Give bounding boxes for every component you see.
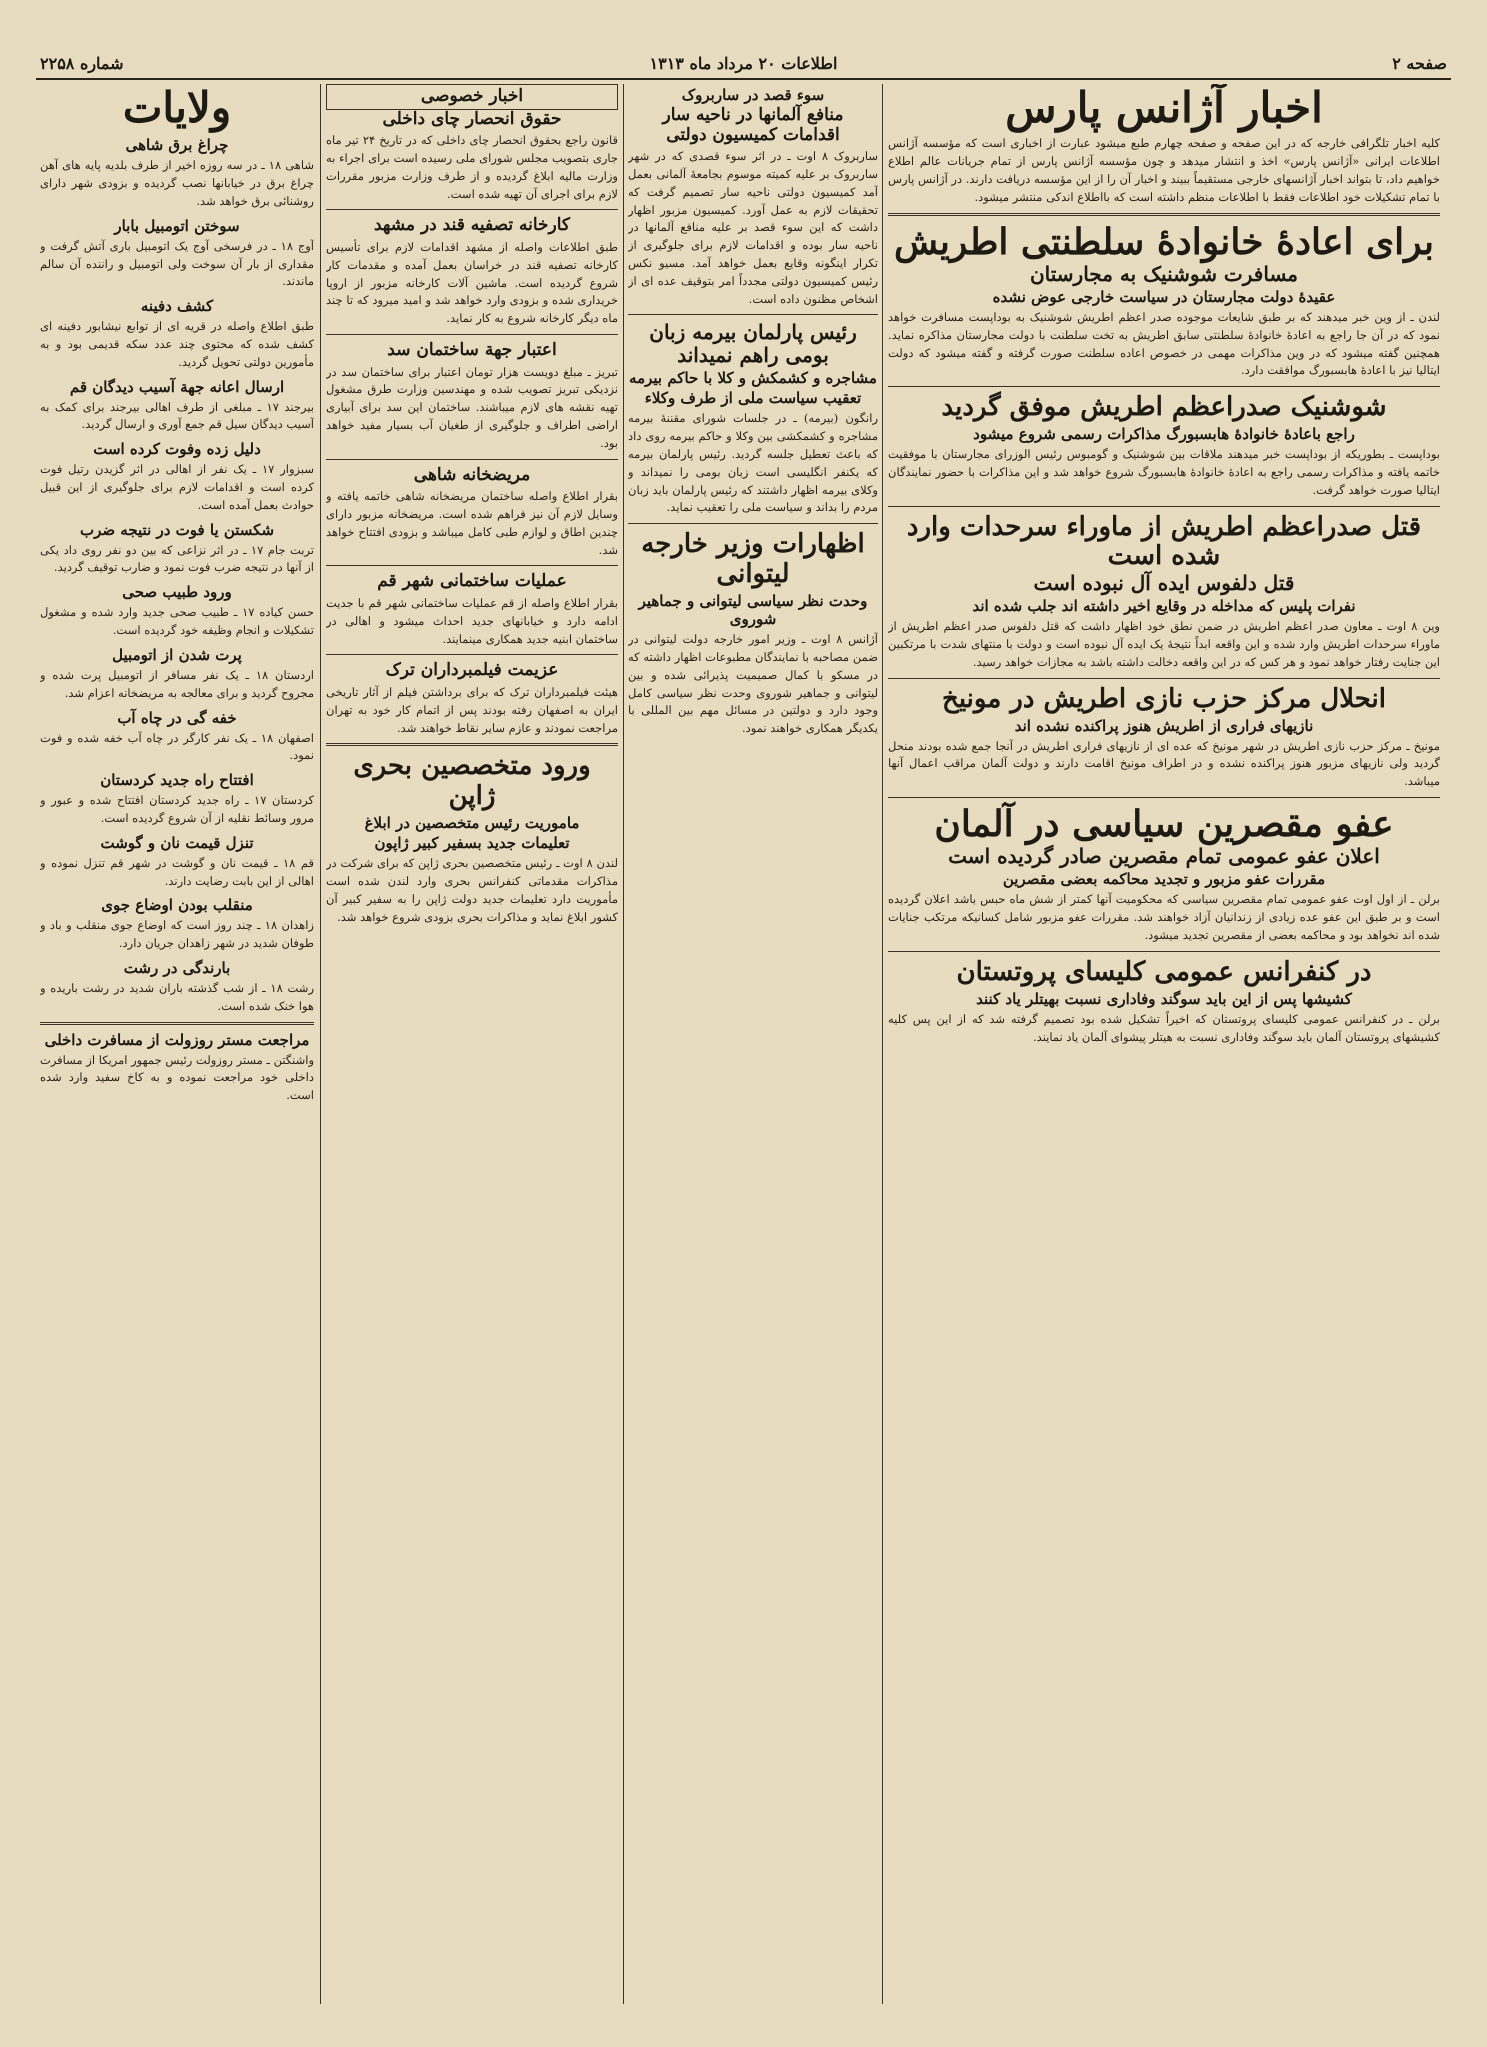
province-headline: پرت شدن از اتومبیل xyxy=(112,645,242,664)
article-kicker: سوء قصد در ساربروک xyxy=(681,86,825,104)
province-body: طبق اطلاع واصله در قریه ای از توابع نیشابور دفینه ای کشف شده که محتوی چند عدد سکه قدیمی بود و به مأمورین دولتی تحویل گردید. xyxy=(40,319,314,369)
province-body: بیرجند ۱۷ ـ مبلغی از طرف اهالی بیرجند برای کمک به آسیب دیدگان سیل قم جمع آوری و ارسال گردید. xyxy=(40,399,314,432)
article-body: مونیخ ـ مرکز حزب نازی اطریش در شهر مونیخ که عده ای از نازیهای فراری اطریش در آنجا جمع شده بودند منحل گردید ولی نازیهای مزبور هنوز پراکنده نشده و در اطراف مونیخ اقامت دارند و دولت آلمان مراقب اعمال آنها میباشد. xyxy=(888,738,1440,789)
article-subheadline: مقررات عفو مزبور و تجدید محاکمه بعضی مقصرین xyxy=(1002,870,1326,889)
article-body: طبق اطلاعات واصله از مشهد اقدامات لازم برای تأسیس کارخانه تصفیه قند در خراسان بعمل آمده و مقدمات کار شروع گردیده است. ماشین آلات کارخانه مزبور از اروپا خریداری شده و بزودی وارد خواهد شد و امید میرود که تا چند ماه دیگر کارخانه شروع به کار نماید. xyxy=(326,239,618,326)
province-body: کردستان ۱۷ ـ راه جدید کردستان افتتاح شده و عبور و مرور وسائط نقلیه از آن شروع گردیده است. xyxy=(40,793,314,825)
province-headline: دلیل زده وفوت کرده است xyxy=(93,440,261,459)
province-headline: تنزل قیمت نان و گوشت xyxy=(100,833,254,852)
article-subheadline: ماموریت رئیس متخصصین در ابلاغ xyxy=(364,814,580,833)
province-body: اردستان ۱۸ ـ یک نفر مسافر از اتومبیل پرت شده و مجروح گردید و برای معالجه به مریضخانه اعزام شد. xyxy=(40,667,314,700)
issue-date: اطلاعات ۲۰ مرداد ماه ۱۳۱۳ xyxy=(649,54,838,73)
divider xyxy=(888,678,1440,679)
divider xyxy=(628,314,878,315)
province-headline: کشف دفینه xyxy=(140,297,214,316)
column-divider xyxy=(882,84,883,2004)
article-subheadline: وحدت نظر سیاسی لیتوانی و جماهیر شوروی xyxy=(638,592,868,629)
article-body: هیئت فیلمبرداران ترک که برای برداشتن فیلم از آثار تاریخی ایران به اصفهان رفته بودند پس از اتمام کار خود به تهران مراجعت نمودند و عازم سایر نقاط خواهند شد. xyxy=(326,684,618,735)
section-title: اخبار آژانس پارس xyxy=(1005,84,1323,132)
column-divider xyxy=(623,84,624,2004)
article-headline: اظهارات وزیر خارجه لیتوانی xyxy=(641,529,865,590)
province-body: آوج ۱۸ ـ در فرسخی آوج یک اتومبیل باری آتش گرفت و مقداری از بار آن سوخت ولی اتومبیل و راننده آن سالم ماندند. xyxy=(40,238,314,289)
province-headline: شکستن یا فوت در نتیجه ضرب xyxy=(79,520,275,539)
province-body: تربت جام ۱۷ ـ در اثر نزاعی که بین دو نفر روی داد یکی از آنها در نتیجه ضرب فوت نمود و ضارب توقیف گردید. xyxy=(40,542,314,575)
article-body: برلن ـ از اول اوت عفو عمومی تمام مقصرین سیاسی که محکومیت آنها کمتر از شش ماه حبس باشد اعلان گردیده است و بر طبق این عفو عده زیادی از زندانیان آزاد خواهند شد. مقررات عفو مزبور شامل کسانیکه مرتکب جنایات شده اند نخواهد بود و محاکمه بعضی از مقصرین تجدید میشود. xyxy=(888,892,1440,943)
article-body: بقرار اطلاع واصله از قم عملیات ساختمانی شهر قم با جدیت ادامه دارد و خیابانهای جدید احداث میشود و اهالی در ساختمان ابنیه جدید همکاری مینمایند. xyxy=(326,595,618,646)
divider xyxy=(326,743,618,746)
province-headline: خفه گی در چاه آب xyxy=(117,708,237,727)
masthead xyxy=(36,52,1451,80)
article-headline: مریضخانه شاهی xyxy=(413,464,531,485)
article-body: وین ۸ اوت ـ معاون صدر اعظم اطریش در ضمن نطق خود اظهار داشت که قتل دلفوس صدر اعظم اطریش از ماوراء سرحدات اطریش وارد شده و این واقعه ابداً نتیجهٔ یک ایده آل نبوده است و دولت با منتهای شدت با مرتکبین این جنایت رفتار خواهد نمود و هر کس که در این واقعه دخالت داشته باشد به مجازات خواهد رسید. xyxy=(888,619,1440,669)
article-body: بقرار اطلاع واصله ساختمان مریضخانه شاهی خاتمه یافته و وسایل لازم آن نیز فراهم شده است. مریضخانه مزبور دارای چندین اطاق و لوازم طبی کامل میباشد و بزودی افتتاح خواهد شد. xyxy=(326,489,618,557)
divider xyxy=(40,1022,314,1025)
article-headline: شوشنیک صدراعظم اطریش موفق گردید xyxy=(941,392,1387,423)
article-headline: عملیات ساختمانی شهر قم xyxy=(377,571,567,592)
divider xyxy=(326,565,618,566)
article-headline: عفو مقصرین سیاسی در آلمان xyxy=(934,803,1394,846)
article-body: لندن ـ از وین خبر میدهند که بر طبق شایعات موجوده صدر اعظم اطریش شوشنیک به بوداپست مسافرت خواهد نمود که در آن جا راجع به اعادهٔ خانوادهٔ سلطنتی سابق اطریش به تخت سلطنت با دولت مجارستان مذاکره نماید. همچنین گفته میشود که در وین مذاکرات مهمی در خصوص اعاده سلطنت صورت گرفته و گفته میشود که دولت ایتالیا نیز با اعادهٔ هابسبورگ موافقت دارد. xyxy=(888,309,1440,378)
divider xyxy=(326,459,618,460)
article-headline: برای اعادهٔ خانوادهٔ سلطنتی اطریش xyxy=(893,220,1435,263)
article-subheadline: اعلان عفو عمومی تمام مقصرین صادر گردیده است xyxy=(948,844,1380,869)
province-headline: بارندگی در رشت xyxy=(123,959,231,978)
article-headline: در کنفرانس عمومی کلیسای پروتستان xyxy=(956,956,1372,987)
divider xyxy=(888,951,1440,952)
province-headline: افتتاح راه جدید کردستان xyxy=(100,771,254,790)
province-headline: سوختن اتومبیل بابار xyxy=(114,216,240,235)
article-subheadline: کشیشها پس از این باید سوگند وفاداری نسبت بهیتلر یاد کنند xyxy=(976,989,1352,1008)
column-foreign-news xyxy=(628,84,878,2014)
province-body: رشت ۱۸ ـ از شب گذشته باران شدید در رشت باریده و هوا خنک شده است. xyxy=(40,981,314,1013)
page-number: صفحه ۲ xyxy=(1392,54,1447,73)
article-headline: عزیمت فیلمبرداران ترک xyxy=(385,660,559,681)
article-subheadline: مشاجره و کشمکش و کلا با حاکم بیرمه xyxy=(629,369,877,388)
province-body: قم ۱۸ ـ قیمت نان و گوشت در شهر قم تنزل نموده و اهالی از این بابت رضایت دارند. xyxy=(40,855,314,888)
article-headline: حقوق انحصار چای داخلی xyxy=(382,108,562,129)
divider xyxy=(628,523,878,524)
divider xyxy=(326,334,618,335)
intro-text: کلیه اخبار تلگرافی خارجه که در این صفحه و صفحه چهارم طبع میشود عبارت از اخباری است که مؤسسه آژانس اطلاعات ایرانی «آژانس پارس» اخذ و انتشار میدهد و چون مؤسسه آژانس پارس از تمام جریانات عالم اطلاع خواهیم داد، تا بتواند اخبار آژانسهای خارجی مستقیماً ببیند و اخبار آن را از این مؤسسه دریافت دارند. در آژانس پارس با تمام تشکیلات خود اطلاعات فقط با اطلاعات منظم داشته است که بااطلاع اندکی منتشر میشود. xyxy=(888,136,1440,204)
divider xyxy=(888,213,1440,216)
article-body: ساربروک ۸ اوت ـ در اثر سوء قصدی که در شهر ساربروک بر علیه کمیته موسوم بجامعهٔ آلمانی بعمل آمد کمیسیون دولتی ناحیه سار تصمیم گرفت که تحقیقات لازم به عمل آورد. کمیسیون مزبور اظهار داشت که این سوء قصد بر علیه منافع آلمانها در ناحیه سار بوده و اقدامات لازم برای جلوگیری از تکرار اینگونه وقایع بعمل خواهد آمد. مسیو نکس رئیس کمیسیون دولتی مجدداً امر بتوقیف عده ای از اشخاص مظنون داده است. xyxy=(628,149,878,306)
article-subheadline: نفرات پلیس که مداخله در وقایع اخیر داشته اند جلب شده اند xyxy=(972,597,1356,616)
province-headline: ورود طبیب صحی xyxy=(122,583,232,602)
article-body: بوداپست ـ بطوریکه از بوداپست خبر میدهند ملاقات بین شوشنیک و گومبوس رئیس الوزرای مجارستان با موفقیت خاتمه یافته و مذاکرات رسمی راجع به اعادهٔ خانوادهٔ هابسبورگ شروع خواهد شد و این مذاکرات با حضور نمایندگان ایتالیا صورت خواهد گرفت. xyxy=(888,447,1440,497)
divider xyxy=(888,797,1440,798)
article-body: برلن ـ در کنفرانس عمومی کلیسای پروتستان که اخیراً تشکیل شده بود تصمیم گرفته شد که از این پس کلیه کشیشهای پروتستان آلمان باید سوگند وفاداری نسبت به هیتلر پیشوای آلمان یاد نمایند. xyxy=(888,1011,1440,1044)
article-subheadline: تعلیمات جدید بسفیر کبیر ژاپون xyxy=(374,834,570,853)
article-headline: قتل صدراعظم اطریش از ماوراء سرحدات وارد شده است xyxy=(906,511,1422,572)
article-subheadline: قتل دلفوس ایده آل نبوده است xyxy=(1033,571,1295,596)
article-headline: کارخانه تصفیه قند در مشهد xyxy=(374,215,570,236)
column-domestic-news xyxy=(326,84,618,2014)
article-headline: منافع آلمانها در ناحیه سار xyxy=(662,105,844,125)
issue-number: شماره ۲۲۵۸ xyxy=(40,54,124,73)
province-body: سبزوار ۱۷ ـ یک نفر از اهالی در اثر گزیدن رتیل فوت کرده است و اقدامات لازم برای جلوگیری از این قبیل حوادث بعمل آمده است. xyxy=(40,462,314,512)
province-body: حسن کیاده ۱۷ ـ طبیب صحی جدید وارد شده و مشغول تشکیلات و انجام وظیفه خود گردیده است. xyxy=(40,605,314,638)
province-headline: ارسال اعانه جهة آسیب دیدگان قم xyxy=(69,377,285,396)
province-body: شاهی ۱۸ ـ در سه روزه اخیر از طرف بلدیه پایه های آهن چراغ برق در خیابانها نصب گردیده و بزودی شهر دارای روشنائی برق خواهد شد. xyxy=(40,158,314,208)
article-body: قانون راجع بحقوق انحصار چای داخلی که در تاریخ ۲۴ تیر ماه جاری بتصویب مجلس شورای ملی رسیده است برای اجراء به وزارت مالیه ابلاغ گردیده و از طرف وزارت مزبور مقررات لازم برای اجرای آن تهیه شده است. xyxy=(326,133,618,201)
article-subheadline: راجع باعادهٔ خانوادهٔ هابسبورگ مذاکرات رسمی شروع میشود xyxy=(973,425,1355,444)
article-body: رانگون (بیرمه) ـ در جلسات شورای مقننهٔ بیرمه مشاجره و کشمکشی بین وکلا و حاکم بیرمه روی داد که باعث تعطیل جلسه گردید. رئیس پارلمان بیرمه که یکنفر انگلیسی است زبان بومی را نمیداند و وکلای بیرمه اظهار داشتند که رئیس پارلمان باید زبان مردم را بداند و سیاست ملی را تعقیب نماید. xyxy=(628,411,878,515)
column-provinces xyxy=(40,84,314,2014)
column-divider xyxy=(320,84,321,2004)
article-subheadline: تعقیب سیاست ملی از طرف وکلاء xyxy=(644,389,862,408)
province-headline: چراغ برق شاهی xyxy=(125,136,229,155)
province-headline: منقلب بودن اوضاع جوی xyxy=(101,896,253,915)
article-headline: ورود متخصصین بحری ژاپن xyxy=(353,751,591,812)
province-headline: مراجعت مستر روزولت از مسافرت داخلی xyxy=(44,1030,310,1049)
divider xyxy=(888,386,1440,387)
article-headline: بومی راهم نمیداند xyxy=(677,343,829,368)
article-body: لندن ۸ اوت ـ رئیس متخصصین بحری ژاپن که برای شرکت در مذاکرات مقدماتی کنفرانس بحری وارد لندن شده است مأموریت دارد تعلیمات جدید دولت ژاپن را به سفیر کبیر آن کشور ابلاغ نماید و مذاکرات بحری بزودی شروع خواهد شد. xyxy=(326,856,618,924)
province-body: زاهدان ۱۸ ـ چند روز است که اوضاع جوی منقلب و باد و طوفان شدید در شهر زاهدان جریان دارد. xyxy=(40,918,314,951)
article-headline: اعتبار جهة ساختمان سد xyxy=(387,339,557,360)
article-body: آژانس ۸ اوت ـ وزیر امور خارجه دولت لیتوانی در ضمن مصاحبه با نمایندگان مطبوعات اظهار داشته که در مسکو با کمال صمیمیت پذیرائی شده و بین لیتوانی و جماهیر شوروی وحدت نظر سیاسی کامل وجود دارد و دولتین در مسائل مهم بین المللی با یکدیگر همکاری خواهند نمود. xyxy=(628,632,878,736)
province-body: واشنگتن ـ مستر روزولت رئیس جمهور امریکا از مسافرت داخلی خود مراجعت نموده و به کاخ سفید وارد شده است. xyxy=(40,1052,314,1103)
article-subheadline: عقیدهٔ دولت مجارستان در سیاست خارجی عوض نشده xyxy=(992,287,1336,306)
section-title: ولایات xyxy=(122,84,232,132)
article-subheadline: نازیهای فراری از اطریش هنوز پراکنده نشده اند xyxy=(1014,716,1314,735)
article-body: تبریز ـ مبلغ دویست هزار تومان اعتبار برای ساختمان سد در نزدیکی تبریز تصویب شده و مهندسین وزارت طرق مشغول تهیه نقشه های لازم میباشند. ساختمان این سد برای آبیاری اراضی اطراف و جلوگیری از طغیان آب بسیار مفید خواهد بود. xyxy=(326,364,618,450)
province-body: اصفهان ۱۸ ـ یک نفر کارگر در چاه آب خفه شده و فوت نمود. xyxy=(40,730,314,763)
article-headline: اقدامات کمیسیون دولتی xyxy=(666,124,840,145)
divider xyxy=(888,506,1440,507)
divider xyxy=(326,209,618,210)
divider xyxy=(326,654,618,655)
article-subheadline: مسافرت شوشنیک به مجارستان xyxy=(1029,261,1299,286)
column-pars-agency xyxy=(888,84,1440,2014)
article-headline: رئیس پارلمان بیرمه زبان xyxy=(649,320,857,345)
article-headline: انحلال مرکز حزب نازی اطریش در مونیخ xyxy=(942,683,1386,714)
provinces-news-list xyxy=(40,136,314,1105)
section-label: اخبار خصوصی xyxy=(326,84,618,110)
